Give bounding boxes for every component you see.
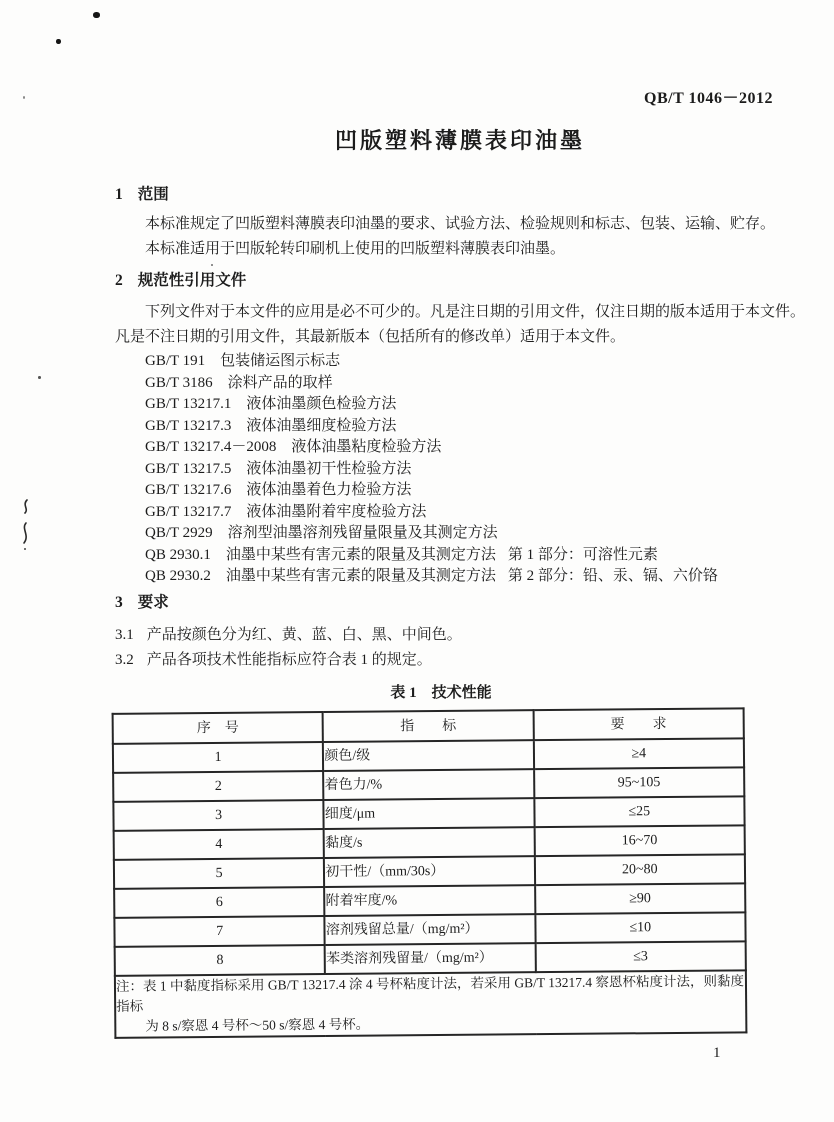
reference-code: GB/T 13217.6	[145, 482, 232, 498]
indicator-cell: 黏度/s	[324, 827, 535, 858]
clause-3-2-number: 3.2	[115, 651, 134, 668]
column-header-no: 序 号	[113, 712, 324, 744]
reference-part: 第 2 部分：铅、汞、镉、六价铬	[507, 568, 718, 584]
reference-part: 第 1 部分：可溶性元素	[507, 546, 658, 563]
reference-title: 液体油墨附着牢度检验方法	[246, 503, 427, 520]
requirement-cell: ≤25	[534, 796, 745, 827]
reference-title: 油墨中某些有害元素的限量及其测定方法	[225, 568, 496, 584]
requirement-cell: ≥4	[534, 738, 745, 769]
reference-code: QB 2930.1	[145, 546, 211, 563]
scan-speck	[56, 39, 61, 44]
reference-code: GB/T 13217.4－2008	[145, 439, 277, 455]
scan-pen-mark	[18, 497, 34, 555]
table-note-label: 注：	[115, 978, 144, 994]
reference-title: 液体油墨粘度检验方法	[291, 439, 442, 455]
scan-speck	[23, 96, 25, 99]
reference-list	[115, 351, 767, 588]
reference-code: GB/T 3186	[145, 374, 213, 391]
document-title: 凹版塑料薄膜表印油墨	[334, 128, 585, 153]
indicator-cell: 着色力/%	[323, 769, 534, 800]
reference-title: 包装储运图示标志	[220, 353, 341, 369]
reference-item	[145, 523, 767, 545]
reference-title: 液体油墨初干性检验方法	[246, 460, 412, 477]
scan-speck	[38, 376, 41, 379]
section-1-heading	[115, 185, 767, 205]
section-2-paragraph	[115, 300, 806, 350]
reference-title: 溶剂型油墨溶剂残留量限量及其测定方法	[227, 525, 498, 541]
section-2-heading	[115, 271, 767, 291]
row-number-cell: 7	[114, 916, 325, 947]
section-1-title: 范围	[137, 186, 169, 203]
column-header-indicator: 指 标	[323, 710, 534, 742]
table-header-row	[113, 708, 744, 744]
paragraph-line: 本标准适用于凹版轮转印刷机上使用的凹版塑料薄膜表印油墨。	[145, 241, 566, 257]
reference-item	[145, 437, 767, 459]
paragraph-line: 本标准规定了凹版塑料薄膜表印油墨的要求、试验方法、检验规则和标志、包装、运输、贮存。	[145, 216, 776, 232]
column-header-requirement: 要 求	[533, 708, 744, 740]
table-1-caption: 表 1 技术性能	[390, 684, 492, 701]
table-note	[115, 970, 747, 1038]
requirement-cell: 16~70	[534, 825, 745, 856]
reference-item	[145, 566, 767, 588]
row-number-cell: 8	[115, 945, 326, 976]
indicator-cell: 溶剂残留总量/（mg/m²）	[325, 914, 536, 945]
section-2-title: 规范性引用文件	[137, 272, 247, 289]
page-number: 1	[713, 1045, 721, 1061]
reference-code: QB/T 2929	[145, 525, 213, 541]
reference-item	[145, 480, 767, 502]
requirement-cell: ≥90	[535, 883, 746, 914]
reference-item	[145, 394, 767, 416]
reference-item	[145, 502, 767, 524]
requirement-cell: ≤3	[535, 941, 746, 972]
row-number-cell: 5	[114, 858, 325, 889]
indicator-cell: 苯类溶剂残留量/（mg/m²）	[325, 943, 536, 974]
table-1	[112, 707, 748, 1039]
row-number-cell: 4	[114, 829, 325, 860]
reference-title: 液体油墨细度检验方法	[246, 417, 397, 434]
reference-code: QB 2930.2	[145, 568, 211, 584]
section-3-heading	[115, 593, 767, 613]
section-2-number: 2	[115, 272, 123, 289]
requirement-cell: 95~105	[534, 767, 745, 798]
indicator-cell: 细度/μm	[324, 798, 535, 829]
scan-speck	[93, 12, 100, 18]
table-note-line1	[116, 971, 745, 1016]
reference-title: 涂料产品的取样	[227, 374, 333, 391]
paragraph-line: 下列文件对于本文件的应用是必不可少的。凡是注日期的引用文件，仅注日期的版本适用于本文件。	[145, 304, 806, 320]
table-note-line2: 为 8 s/察恩 4 号杯～50 s/察恩 4 号杯。	[145, 1016, 370, 1034]
reference-item	[145, 545, 767, 567]
section-1-paragraph	[115, 212, 776, 262]
reference-code: GB/T 13217.1	[145, 396, 232, 412]
reference-item	[145, 416, 767, 438]
table-1-wrapper	[114, 707, 769, 1039]
reference-code: GB/T 191	[145, 353, 206, 369]
reference-code: GB/T 13217.7	[145, 503, 232, 520]
table-note-text: 表 1 中黏度指标采用 GB/T 13217.4 涂 4 号杯粘度计法，若采用 GB/T 13217.4 察恩杯粘度计法，则黏度指标	[116, 972, 745, 1014]
section-3-number: 3	[115, 593, 123, 611]
reference-title: 液体油墨颜色检验方法	[246, 396, 397, 412]
row-number-cell: 3	[113, 800, 324, 831]
requirement-cell: ≤10	[535, 912, 746, 943]
row-number-cell: 1	[113, 742, 324, 773]
reference-code: GB/T 13217.3	[145, 417, 232, 434]
section-1-number: 1	[115, 186, 123, 203]
document-body	[115, 178, 806, 1036]
clause-3-2-text: 产品各项技术性能指标应符合表 1 的规定。	[146, 651, 432, 668]
reference-item	[145, 373, 767, 395]
indicator-cell: 附着牢度/%	[324, 885, 535, 916]
reference-item	[145, 459, 767, 481]
indicator-cell: 初干性/（mm/30s）	[324, 856, 535, 887]
clause-3-1-number: 3.1	[115, 626, 134, 643]
requirement-cell: 20~80	[535, 854, 746, 885]
scan-speck	[211, 264, 213, 266]
paragraph-line: 凡是不注日期的引用文件，其最新版本（包括所有的修改单）适用于本文件。	[115, 329, 626, 345]
section-3-clauses	[115, 623, 767, 673]
row-number-cell: 2	[113, 771, 324, 802]
reference-title: 油墨中某些有害元素的限量及其测定方法	[225, 546, 496, 563]
table-note-row	[115, 970, 747, 1038]
clause-3-2	[115, 648, 767, 673]
clause-3-1	[115, 623, 767, 648]
row-number-cell: 6	[114, 887, 325, 918]
standard-code: QB/T 1046－2012	[644, 90, 773, 107]
reference-item	[145, 351, 767, 373]
reference-title: 液体油墨着色力检验方法	[246, 482, 412, 498]
clause-3-1-text: 产品按颜色分为红、黄、蓝、白、黑、中间色。	[146, 626, 462, 643]
section-3-title: 要求	[137, 593, 169, 611]
indicator-cell: 颜色/级	[323, 740, 534, 771]
reference-code: GB/T 13217.5	[145, 460, 232, 477]
